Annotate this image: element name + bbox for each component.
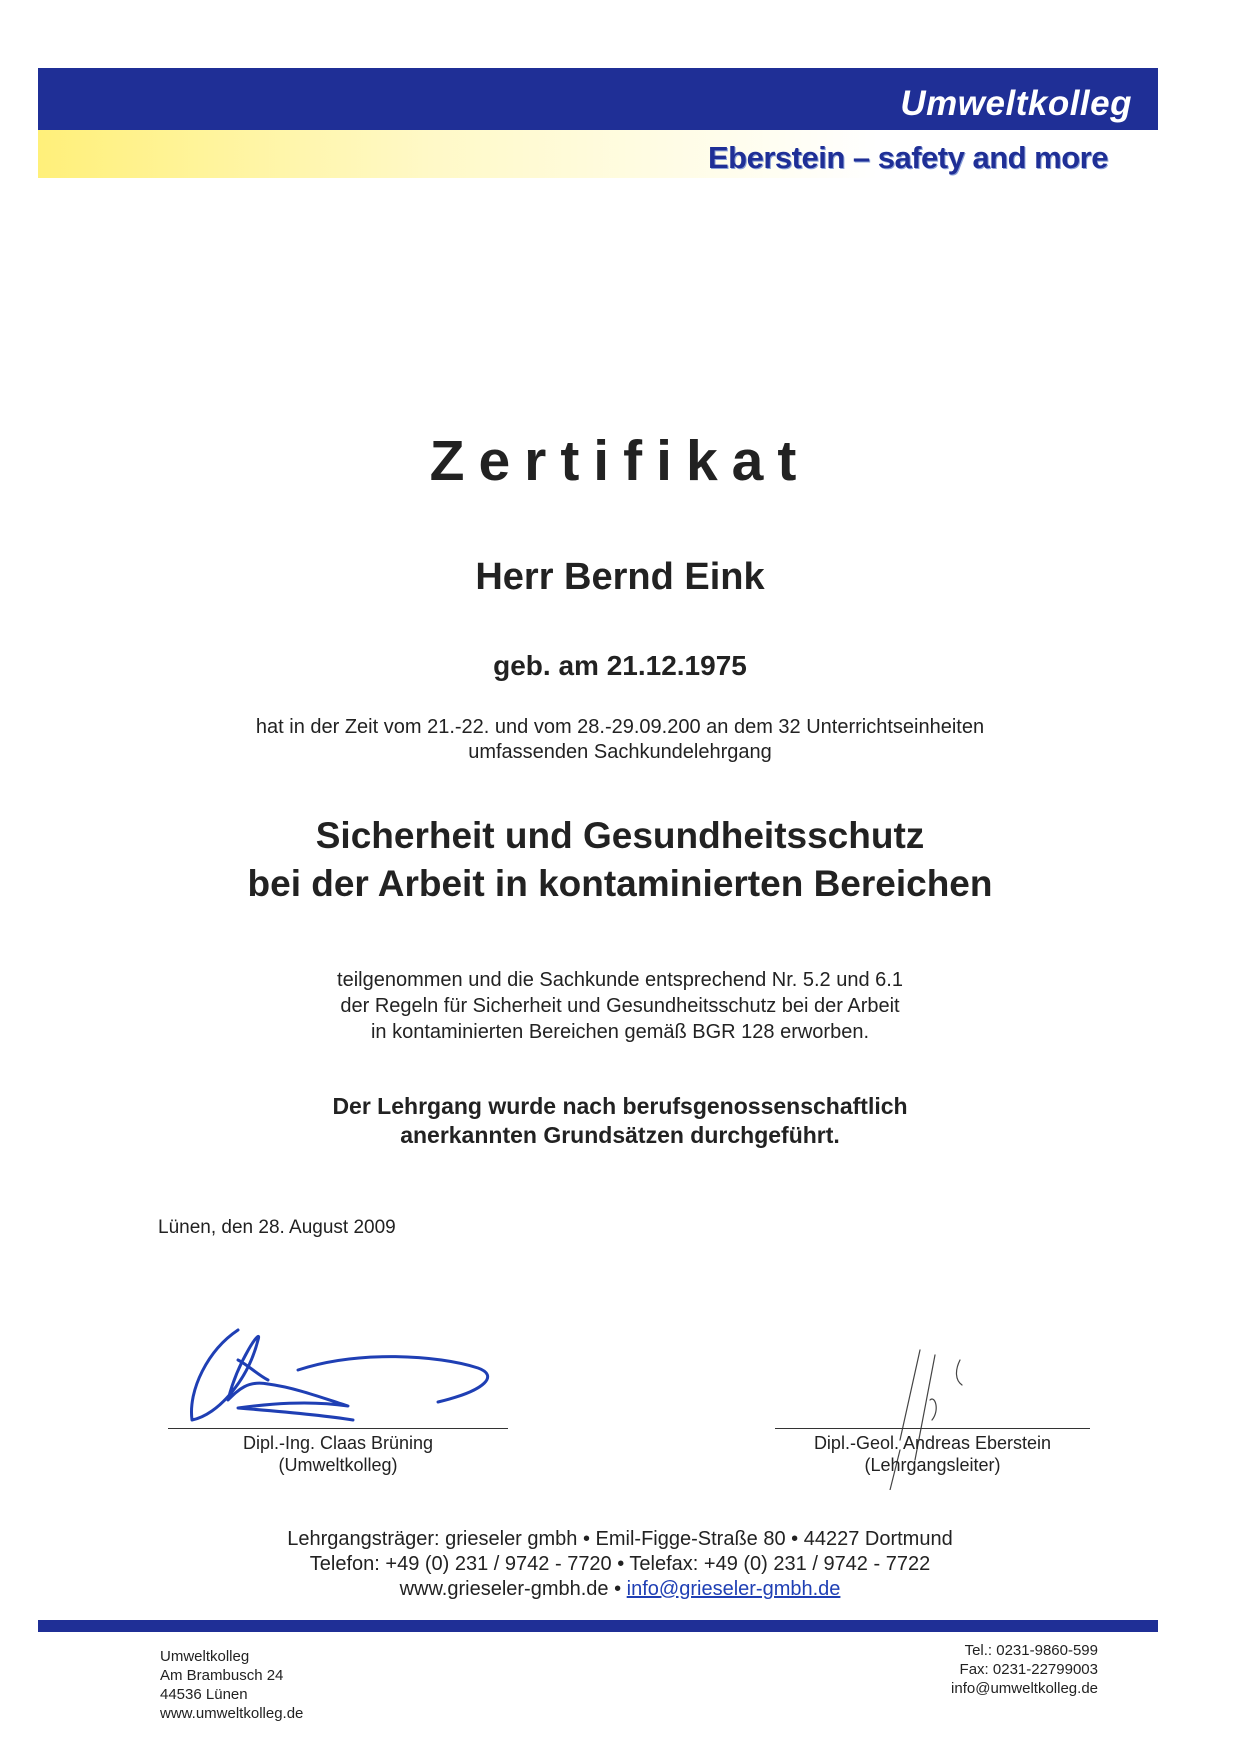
footer-fax: Fax: 0231-22799003 bbox=[959, 1661, 1098, 1678]
course-title-line: bei der Arbeit in kontaminierten Bereichen bbox=[247, 863, 993, 904]
birth-date: geb. am 21.12.1975 bbox=[493, 650, 747, 681]
signatory-left-role: (Umweltkolleg) bbox=[278, 1455, 398, 1475]
place-date: Lünen, den 28. August 2009 bbox=[158, 1217, 396, 1238]
footer-phone: Tel.: 0231-9860-599 bbox=[964, 1642, 1098, 1659]
provider-email-link[interactable]: info@grieseler-gmbh.de bbox=[626, 1578, 841, 1600]
provider-separator: • bbox=[608, 1578, 627, 1600]
course-intro-line: hat in der Zeit vom 21.-22. und vom 28.-29.09.200 an dem 32 Unterrichtseinheiten bbox=[255, 716, 985, 738]
footer-email[interactable]: info@umweltkolleg.de bbox=[951, 1680, 1098, 1697]
recognition-line: Der Lehrgang wurde nach berufsgenossenschaftlich bbox=[332, 1093, 908, 1119]
footer-line: Am Brambusch 24 bbox=[160, 1667, 284, 1684]
signature-left bbox=[178, 1320, 518, 1435]
signature-line-right bbox=[775, 1428, 1090, 1429]
footer-rule bbox=[38, 1620, 1158, 1632]
result-line: teilgenommen und die Sachkunde entsprechend Nr. 5.2 und 6.1 bbox=[337, 969, 903, 991]
provider-web-line bbox=[0, 1577, 1240, 1602]
footer-line: 44536 Lünen bbox=[160, 1686, 248, 1703]
signatory-right-name: Dipl.-Geol. Andreas Eberstein bbox=[813, 1433, 1052, 1453]
recipient-name: Herr Bernd Eink bbox=[475, 556, 765, 598]
footer-address bbox=[160, 1647, 303, 1723]
footer-contact bbox=[951, 1641, 1098, 1698]
header-brand: Umweltkolleg bbox=[900, 84, 1132, 123]
certificate-title: Zertifikat bbox=[429, 429, 811, 493]
header-tagline: Eberstein – safety and more bbox=[708, 140, 1108, 175]
footer-line: Umweltkolleg bbox=[160, 1648, 250, 1665]
result-line: in kontaminierten Bereichen gemäß BGR 128 erworben. bbox=[370, 1021, 870, 1043]
signatory-right-role: (Lehrgangsleiter) bbox=[864, 1455, 1001, 1475]
course-title-line: Sicherheit und Gesundheitsschutz bbox=[315, 815, 925, 856]
signature-line-left bbox=[168, 1428, 508, 1429]
result-line: der Regeln für Sicherheit und Gesundheitsschutz bei der Arbeit bbox=[340, 995, 900, 1017]
recognition-line: anerkannten Grundsätzen durchgeführt. bbox=[400, 1122, 840, 1148]
footer-website[interactable]: www.umweltkolleg.de bbox=[160, 1705, 304, 1722]
provider-phone: Telefon: +49 (0) 231 / 9742 - 7720 • Telefax: +49 (0) 231 / 9742 - 7722 bbox=[309, 1553, 931, 1575]
provider-address: Lehrgangsträger: grieseler gmbh • Emil-Figge-Straße 80 • 44227 Dortmund bbox=[287, 1528, 953, 1550]
provider-website[interactable]: www.grieseler-gmbh.de bbox=[399, 1578, 609, 1600]
signatory-left-name: Dipl.-Ing. Claas Brüning bbox=[242, 1433, 434, 1453]
course-intro-line: umfassenden Sachkundelehrgang bbox=[468, 741, 772, 763]
